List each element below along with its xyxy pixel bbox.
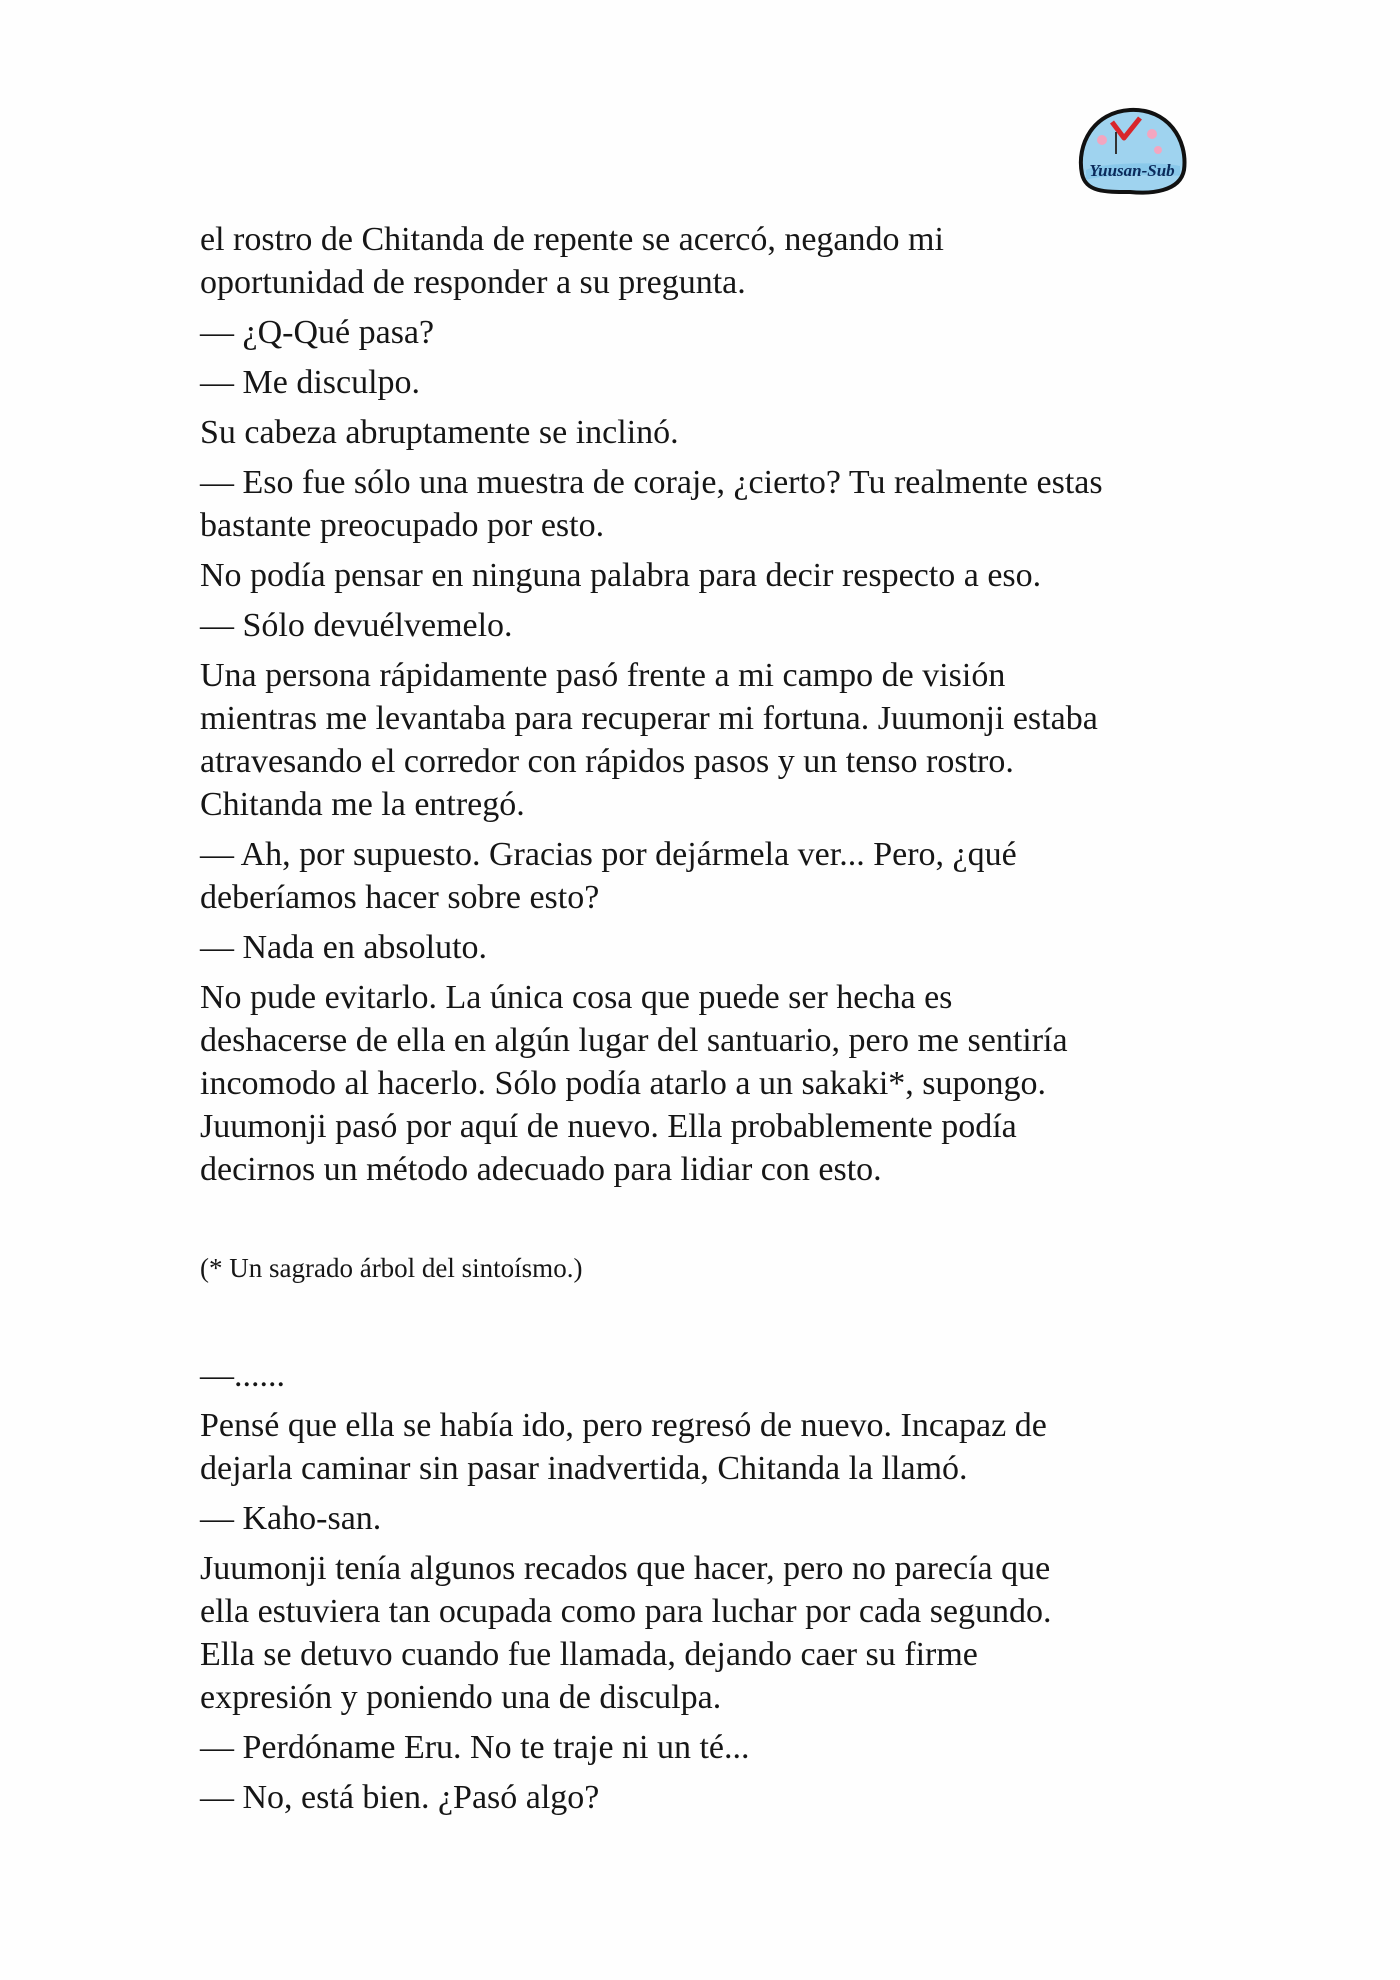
yuusan-sub-logo xyxy=(1072,104,1192,198)
text-line: expresión y poniendo una de disculpa. xyxy=(200,1679,722,1716)
text-line: Pensé que ella se había ido, pero regresó de nuevo. Incapaz de xyxy=(200,1407,1047,1444)
text-line: — Kaho-san. xyxy=(200,1500,382,1537)
paragraph xyxy=(200,654,1210,826)
paragraph xyxy=(200,461,1210,547)
paragraph xyxy=(200,218,1210,304)
text-line: Juumonji pasó por aquí de nuevo. Ella probablemente podía xyxy=(200,1108,1017,1145)
document-body xyxy=(200,218,1210,1826)
text-section-bottom xyxy=(200,1354,1210,1819)
text-line: deberíamos hacer sobre esto? xyxy=(200,879,600,916)
logo-text: Yuusan-Sub xyxy=(1089,161,1175,180)
text-line: — No, está bien. ¿Pasó algo? xyxy=(200,1779,600,1816)
text-line: — Ah, por supuesto. Gracias por dejármela ver... Pero, ¿qué xyxy=(200,836,1017,873)
paragraph xyxy=(200,976,1210,1191)
text-line: Su cabeza abruptamente se inclinó. xyxy=(200,414,679,451)
text-line: mientras me levantaba para recuperar mi fortuna. Juumonji estaba xyxy=(200,700,1098,737)
footnote: (* Un sagrado árbol del sintoísmo.) xyxy=(200,1253,583,1283)
paragraph xyxy=(200,1497,1210,1540)
text-line: atravesando el corredor con rápidos pasos y un tenso rostro. xyxy=(200,743,1014,780)
text-line: No pude evitarlo. La única cosa que puede ser hecha es xyxy=(200,979,953,1016)
text-line: — ¿Q-Qué pasa? xyxy=(200,314,435,351)
text-line: —...... xyxy=(200,1357,285,1394)
text-section-top xyxy=(200,218,1210,1191)
text-line: decirnos un método adecuado para lidiar con esto. xyxy=(200,1151,882,1188)
paragraph xyxy=(200,833,1210,919)
paragraph xyxy=(200,554,1210,597)
text-line: Una persona rápidamente pasó frente a mi campo de visión xyxy=(200,657,1006,694)
text-line: bastante preocupado por esto. xyxy=(200,507,605,544)
text-line: deshacerse de ella en algún lugar del santuario, pero me sentiría xyxy=(200,1022,1068,1059)
paragraph xyxy=(200,1354,1210,1397)
text-line: Ella se detuvo cuando fue llamada, dejando caer su firme xyxy=(200,1636,978,1673)
paragraph xyxy=(200,361,1210,404)
text-line: — Me disculpo. xyxy=(200,364,421,401)
text-line: ella estuviera tan ocupada como para luchar por cada segundo. xyxy=(200,1593,1052,1630)
paragraph xyxy=(200,926,1210,969)
text-line: — Sólo devuélvemelo. xyxy=(200,607,513,644)
text-line: No podía pensar en ninguna palabra para decir respecto a eso. xyxy=(200,557,1042,594)
text-line: dejarla caminar sin pasar inadvertida, Chitanda la llamó. xyxy=(200,1450,968,1487)
paragraph xyxy=(200,1547,1210,1719)
text-line: Juumonji tenía algunos recados que hacer, pero no parecía que xyxy=(200,1550,1051,1587)
text-line: el rostro de Chitanda de repente se acercó, negando mi xyxy=(200,221,944,258)
paragraph xyxy=(200,604,1210,647)
paragraph xyxy=(200,411,1210,454)
text-line: — Eso fue sólo una muestra de coraje, ¿cierto? Tu realmente estas xyxy=(200,464,1103,501)
text-line: oportunidad de responder a su pregunta. xyxy=(200,264,746,301)
text-line: incomodo al hacerlo. Sólo podía atarlo a un sakaki*, supongo. xyxy=(200,1065,1047,1102)
paragraph xyxy=(200,1726,1210,1769)
text-line: Chitanda me la entregó. xyxy=(200,786,525,823)
paragraph xyxy=(200,311,1210,354)
paragraph xyxy=(200,1404,1210,1490)
paragraph xyxy=(200,1776,1210,1819)
text-line: — Nada en absoluto. xyxy=(200,929,488,966)
text-line: — Perdóname Eru. No te traje ni un té... xyxy=(200,1729,750,1766)
